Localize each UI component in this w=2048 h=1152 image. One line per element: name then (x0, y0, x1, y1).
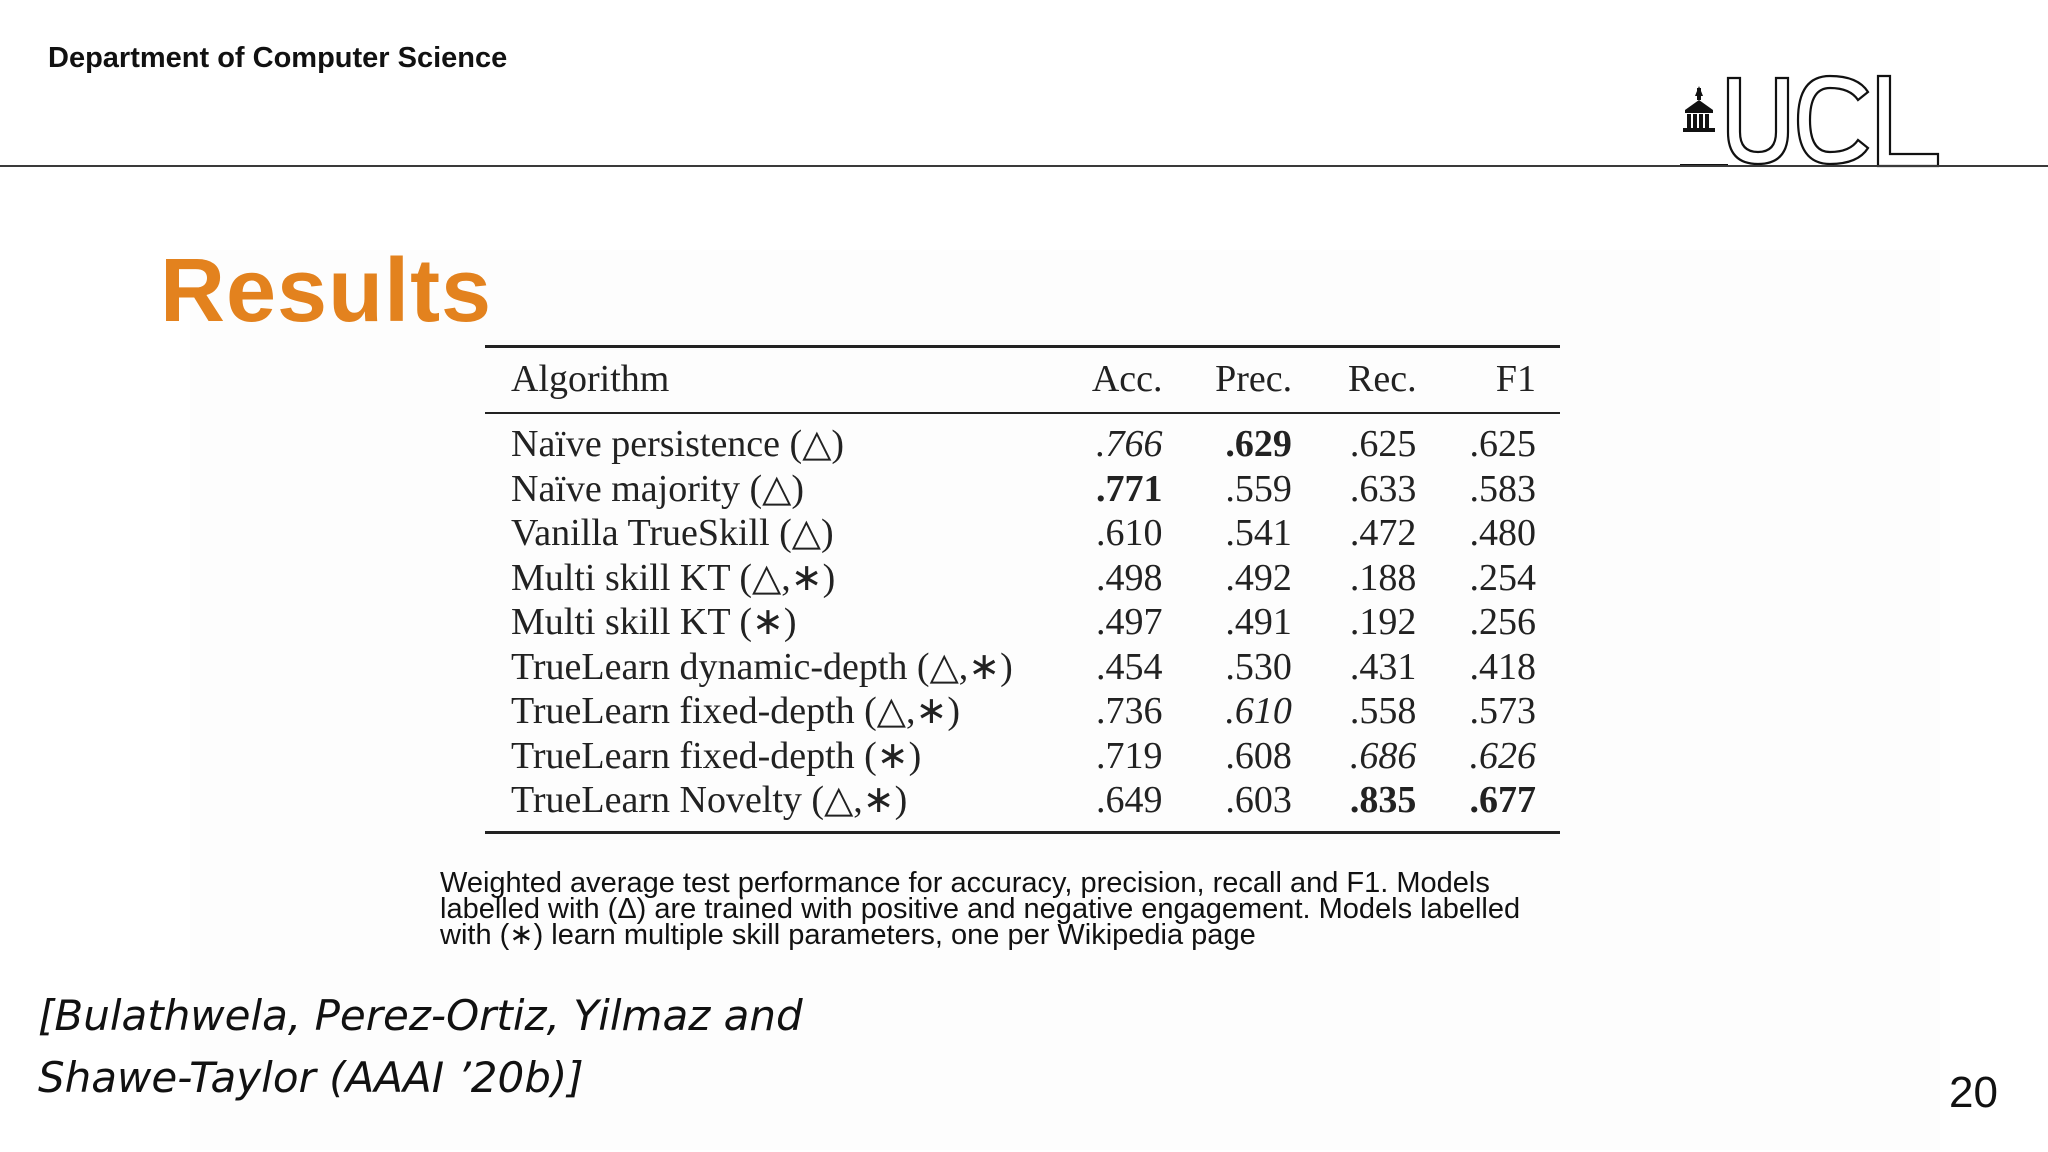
results-table (485, 345, 1560, 834)
cell-rec: .686 (1349, 734, 1417, 777)
cell-prec: .530 (1225, 645, 1292, 688)
cell-rec: .192 (1349, 601, 1417, 643)
header-rule (0, 165, 2048, 167)
cell-acc: .719 (1095, 734, 1163, 777)
cell-prec: .559 (1225, 467, 1292, 510)
table-row (485, 645, 1560, 690)
cell-prec: .492 (1225, 556, 1292, 599)
table-row (485, 778, 1560, 823)
cell-f1: .677 (1469, 779, 1536, 821)
cell-prec: .541 (1225, 512, 1292, 554)
citation-line: [Bulathwela, Perez-Ortiz, Yilmaz and (38, 991, 803, 1040)
cell-algorithm: TrueLearn fixed-depth (△,∗) (511, 690, 961, 732)
cell-f1: .626 (1469, 734, 1536, 777)
header-f1: F1 (1495, 358, 1536, 400)
table-row (485, 556, 1560, 601)
cell-prec: .610 (1225, 690, 1292, 732)
cell-prec: .608 (1225, 734, 1292, 777)
citation-line: Shawe-Taylor (AAAI ’20b)] (38, 1053, 584, 1102)
header-prec: Prec. (1215, 358, 1293, 400)
table-row (485, 467, 1560, 512)
table-caption (440, 867, 1620, 951)
cell-prec: .603 (1225, 779, 1292, 821)
cell-prec: .629 (1225, 423, 1292, 465)
cell-f1: .254 (1469, 556, 1536, 599)
cell-acc: .497 (1095, 601, 1163, 643)
ucl-logo (1680, 70, 2048, 170)
cell-algorithm: TrueLearn Novelty (△,∗) (511, 779, 908, 821)
cell-algorithm: Multi skill KT (△,∗) (511, 556, 836, 599)
page-number: 20 (1949, 1068, 1998, 1117)
cell-algorithm: TrueLearn dynamic-depth (△,∗) (511, 645, 1013, 688)
table-row (485, 734, 1560, 779)
table-bottom-rule (485, 831, 1560, 834)
cell-f1: .418 (1469, 645, 1536, 688)
header-algorithm: Algorithm (511, 358, 670, 400)
cell-rec: .558 (1349, 690, 1417, 732)
table-row (485, 600, 1560, 645)
cell-algorithm: Multi skill KT (∗) (511, 601, 797, 643)
cell-f1: .480 (1469, 512, 1536, 554)
cell-algorithm: Vanilla TrueSkill (△) (511, 512, 834, 554)
cell-prec: .491 (1225, 601, 1292, 643)
cell-f1: .583 (1469, 467, 1536, 510)
cell-acc: .771 (1095, 467, 1163, 510)
cell-rec: .625 (1349, 423, 1417, 465)
cell-acc: .766 (1095, 423, 1163, 465)
cell-f1: .625 (1469, 423, 1536, 465)
caption-line: Weighted average test performance for accuracy, precision, recall and F1. Models (440, 867, 1490, 899)
table-row (485, 689, 1560, 734)
table-header-row (485, 348, 1560, 412)
header-acc: Acc. (1091, 358, 1163, 400)
slide-title: Results (160, 241, 493, 341)
cell-f1: .256 (1469, 601, 1536, 643)
citation (38, 985, 803, 1109)
cell-f1: .573 (1469, 690, 1536, 732)
caption-line: labelled with (Δ) are trained with positive and negative engagement. Models labelled (440, 893, 1521, 925)
cell-acc: .454 (1095, 645, 1163, 688)
portico-icon (1683, 86, 1715, 132)
cell-rec: .835 (1349, 779, 1417, 821)
cell-acc: .610 (1095, 512, 1163, 554)
cell-algorithm: Naïve majority (△) (511, 467, 805, 510)
cell-acc: .736 (1095, 690, 1163, 732)
cell-rec: .472 (1349, 512, 1417, 554)
cell-acc: .498 (1095, 556, 1163, 599)
table-row (485, 511, 1560, 556)
caption-line: with (∗) learn multiple skill parameters, one per Wikipedia page (440, 919, 1256, 951)
cell-rec: .188 (1349, 556, 1417, 599)
table-mid-rule (485, 412, 1560, 414)
department-name: Department of Computer Science (48, 42, 508, 74)
cell-algorithm: Naïve persistence (△) (511, 423, 845, 465)
table-row (485, 422, 1560, 467)
cell-algorithm: TrueLearn fixed-depth (∗) (511, 734, 922, 777)
header-rec: Rec. (1348, 358, 1417, 400)
cell-rec: .633 (1349, 467, 1417, 510)
cell-acc: .649 (1095, 779, 1163, 821)
cell-rec: .431 (1349, 645, 1417, 688)
